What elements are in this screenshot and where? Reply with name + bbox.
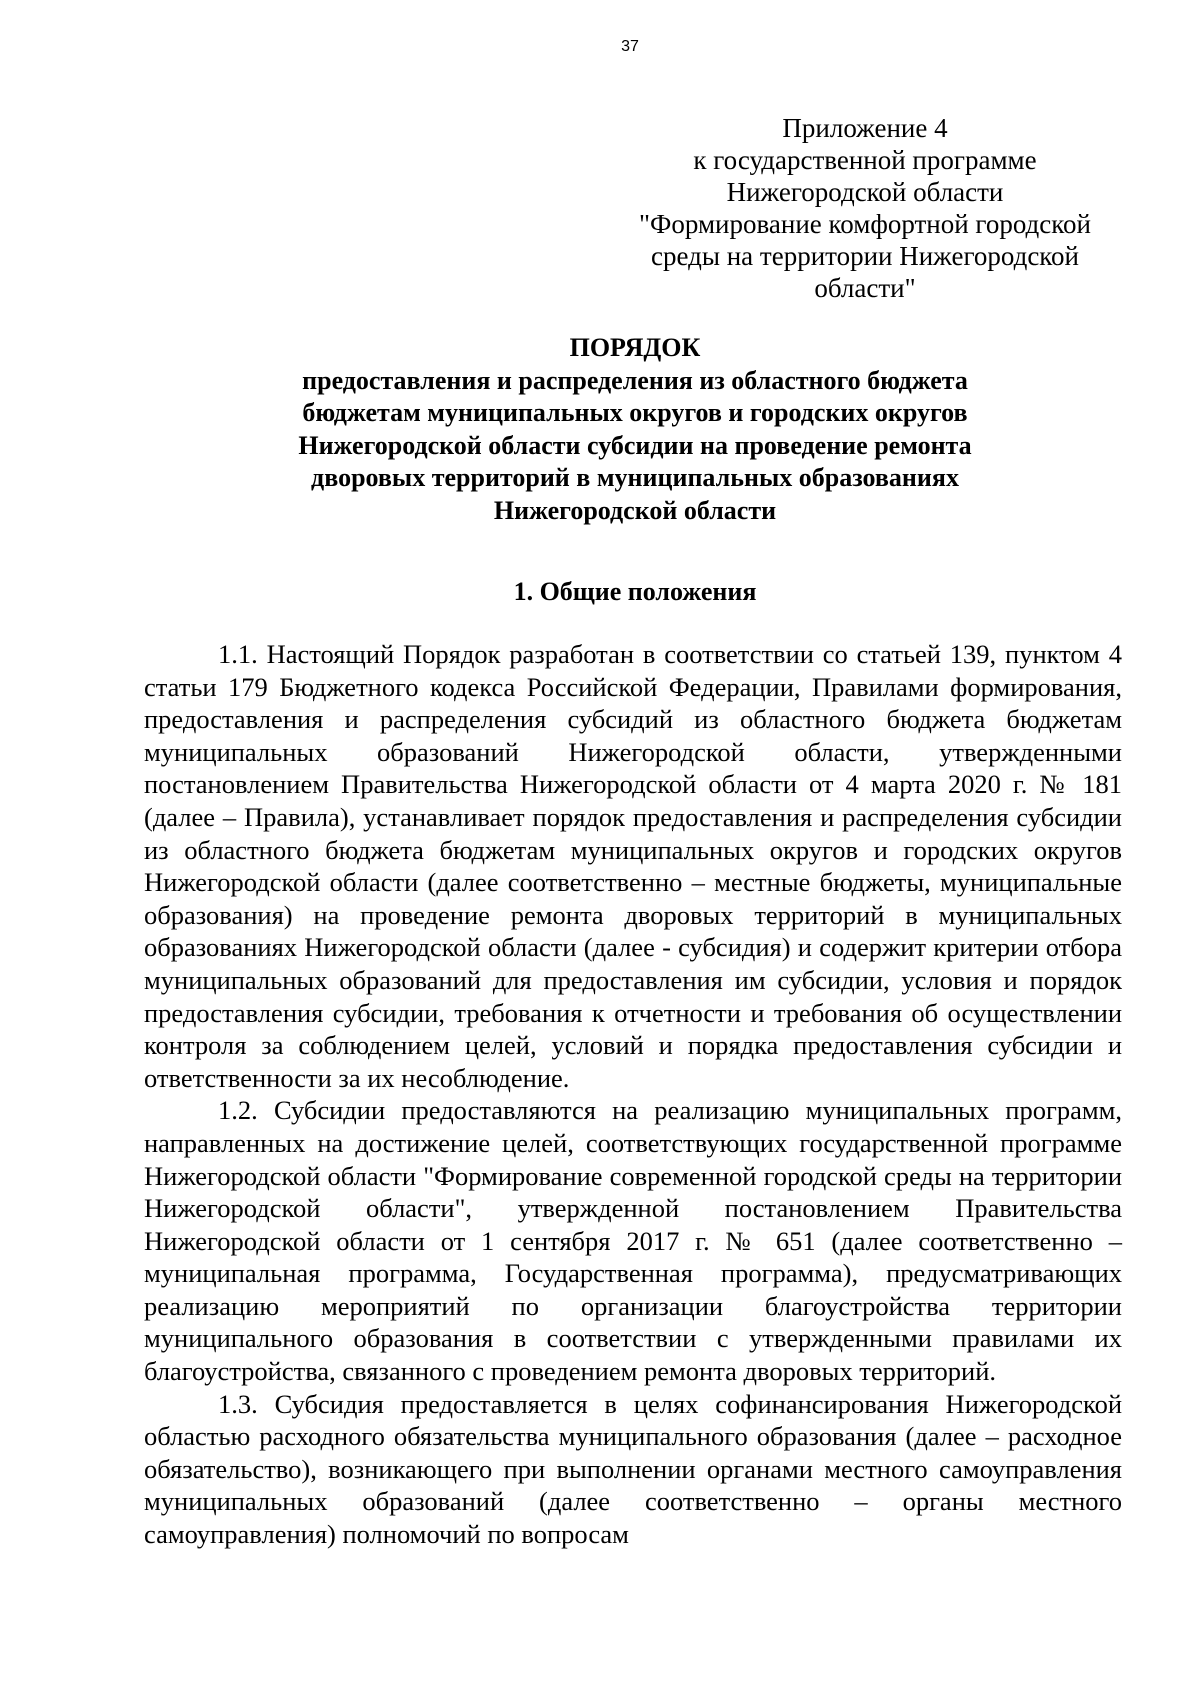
- title-subtitle-line: бюджетам муниципальных округов и городских округов: [302, 398, 968, 427]
- title-subtitle-line: предоставления и распределения из областного бюджета: [302, 365, 968, 395]
- appendix-line: среды на территории Нижегородской: [650, 241, 1080, 271]
- appendix-line: "Формирование комфортной городской: [639, 209, 1091, 239]
- paragraph-1-2: 1.2. Субсидии предоставляются на реализацию муниципальных программ, направленных на достижение целей, соответствующих государственной программе Нижегородской области "Формирование современной городской среды на территории Нижегородской области", утвержденной постановлением Правительства Нижегородской области от 1 сентября 2017 г. № 651 (далее соответственно – муниципальная программа, Государственная программа), предусматривающих реализацию мероприятий по организации благоустройства территории муниципального образования в соответствии с утвержденными правилами их благоустройства, связанного с проведением ремонта дворовых территорий.: [144, 1095, 1122, 1387]
- section-heading: 1. Общие положения: [513, 577, 757, 606]
- appendix-line: области": [814, 273, 916, 303]
- page-number: 37: [621, 38, 639, 55]
- appendix-line: Нижегородской области: [726, 177, 1004, 207]
- paragraph-1-1: 1.1. Настоящий Порядок разработан в соответствии со статьей 139, пунктом 4 статьи 179 Бюджетного кодекса Российской Федерации, Правилами формирования, предоставления и распределения субсидий из областного бюджета бюджетам муниципальных образований Нижегородской области, утвержденными постановлением Правительства Нижегородской области от 4 марта 2020 г. № 181 (далее – Правила), устанавливает порядок предоставления и распределения субсидии из областного бюджета бюджетам муниципальных округов и городских округов Нижегородской области (далее соответственно – местные бюджеты, муниципальные образования) на проведение ремонта дворовых территорий в муниципальных образованиях Нижегородской области (далее - субсидия) и содержит критерии отбора муниципальных образований для предоставления им субсидии, условия и порядок предоставления субсидии, требования к отчетности и требования об осуществлении контроля за соблюдением целей, условий и порядка предоставления субсидии и ответственности за их несоблюдение.: [144, 639, 1122, 1093]
- title-heading: ПОРЯДОК: [569, 333, 701, 362]
- appendix-header: [620, 112, 1110, 304]
- paragraph-1-3: 1.3. Субсидия предоставляется в целях софинансирования Нижегородской областью расходного обязательства муниципального образования (далее – расходное обязательство), возникающего при выполнении органами местного самоуправления муниципальных образований (далее соответственно – органы местного самоуправления) полномочий по вопросам: [144, 1388, 1122, 1550]
- title-subtitle-line: дворовых территорий в муниципальных образованиях: [311, 463, 959, 492]
- title-subtitle-line: Нижегородской области: [493, 495, 777, 525]
- title-subtitle-line: Нижегородской области субсидии на проведение ремонта: [298, 430, 972, 460]
- appendix-line: Приложение 4: [782, 113, 948, 143]
- document-title: [140, 332, 1130, 527]
- body-text: [144, 638, 1122, 1551]
- appendix-line: к государственной программе: [693, 145, 1037, 175]
